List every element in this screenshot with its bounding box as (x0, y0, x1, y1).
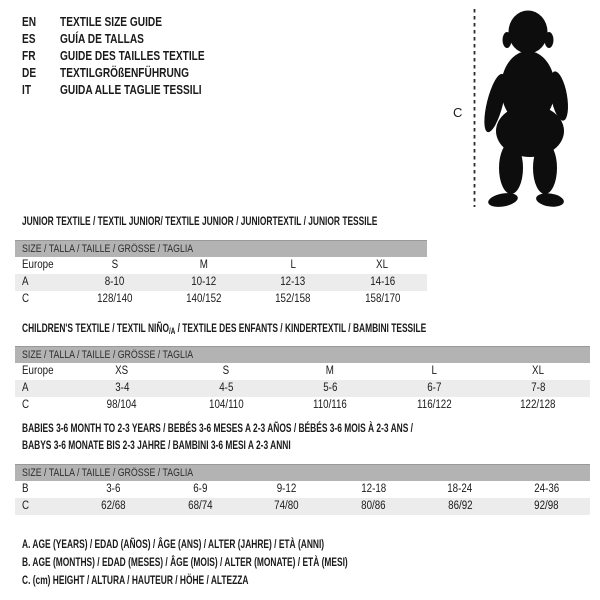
language-row-en (22, 13, 245, 30)
measure-label-c: C (453, 105, 463, 120)
table-row-age-months (15, 481, 590, 498)
row-label (15, 291, 70, 308)
section-title-children (22, 321, 426, 338)
size-cell (338, 257, 427, 274)
size-cell (159, 257, 248, 274)
size-cell (382, 380, 486, 397)
baby-silhouette-icon (483, 8, 575, 210)
row-label-text: B (22, 483, 29, 495)
size-cell (486, 380, 590, 397)
size-table-junior (15, 240, 427, 308)
size-cell (417, 481, 504, 498)
section-title-children-pre: CHILDREN'S TEXTILE / TEXTIL NIÑO (22, 321, 169, 335)
language-code-text: EN (22, 14, 37, 29)
row-label (15, 397, 70, 414)
language-code (22, 64, 60, 81)
section-title-junior: JUNIOR TEXTILE / TEXTIL JUNIOR/ TEXTILE JUNIOR / JUNIORTEXTIL / JUNIOR TESSILE (22, 214, 378, 228)
size-cell-text: L (431, 365, 437, 377)
section-title-babies-line2: BABYS 3-6 MONATE BIS 2-3 JAHRE / BAMBINI 3-6 MESI A 2-3 ANNI (22, 438, 291, 452)
size-cell (174, 397, 278, 414)
size-cell-text: XS (115, 365, 129, 377)
size-cell (249, 291, 338, 308)
language-label: GUIDA ALLE TAGLIE TESSILI (60, 82, 202, 97)
table-row-age (15, 274, 427, 291)
size-cell-text: 14-16 (369, 276, 395, 288)
size-cell-text: 5-6 (322, 382, 338, 394)
row-label-text: Europe (22, 259, 54, 271)
size-cell (70, 481, 157, 498)
language-label: TEXTILGRÖßENFÜHRUNG (60, 65, 190, 80)
size-cell-text: XL (376, 259, 389, 271)
size-header-bar (15, 240, 427, 257)
size-cell-text: XL (532, 365, 544, 377)
size-header-label: SIZE / TALLA / TAILLE / GRÖSSE / TAGLIA (22, 467, 194, 479)
row-label-text: Europe (22, 365, 54, 377)
language-code (22, 81, 60, 98)
size-cell (243, 498, 330, 515)
language-row-it (22, 81, 245, 98)
row-label-text: C (22, 293, 30, 305)
size-header-bar (15, 346, 590, 363)
size-cell-text: 158/170 (364, 293, 401, 305)
footnote-age-years: A. AGE (YEARS) / EDAD (AÑOS) / ÂGE (ANS) / ALTER (JAHRE) / ETÀ (ANNI) (22, 537, 325, 551)
size-cell-text: 4-5 (218, 382, 234, 394)
size-cell-text: 7-8 (530, 382, 546, 394)
size-cell-text: 6-7 (426, 382, 442, 394)
language-label: GUÍA DE TALLAS (60, 31, 144, 46)
size-cell (70, 257, 159, 274)
height-measure-line (471, 9, 479, 209)
size-header-label: SIZE / TALLA / TAILLE / GRÖSSE / TAGLIA (22, 243, 194, 255)
table-row-europe (15, 363, 590, 380)
footnote-height: C. (cm) HEIGHT / ALTURA / HAUTEUR / HÖHE / ALTEZZA (22, 573, 249, 587)
size-cell (159, 274, 248, 291)
size-cell (486, 397, 590, 414)
language-code (22, 47, 60, 64)
row-label-text: C (22, 399, 30, 411)
language-label: GUIDE DES TAILLES TEXTILE (60, 48, 205, 63)
row-label (15, 363, 70, 380)
size-cell-text: 92/98 (534, 500, 559, 512)
size-cell (70, 291, 159, 308)
size-cell-text: 18-24 (447, 483, 473, 495)
size-cell-text: 12-18 (360, 483, 386, 495)
size-cell-text: 86/92 (447, 500, 473, 512)
row-label-text: C (22, 500, 30, 512)
size-header-label: SIZE / TALLA / TAILLE / GRÖSSE / TAGLIA (22, 349, 194, 361)
size-cell (249, 274, 338, 291)
size-cell (382, 397, 486, 414)
size-cell (70, 274, 159, 291)
size-cell-text: 12-13 (280, 276, 306, 288)
size-cell-text: S (111, 259, 118, 271)
size-cell-text: 3-4 (114, 382, 130, 394)
size-cell (330, 498, 417, 515)
language-guide-list (22, 13, 245, 98)
size-cell-text: 104/110 (208, 399, 244, 411)
size-cell (338, 274, 427, 291)
size-cell (330, 481, 417, 498)
size-cell-text: M (199, 259, 208, 271)
size-cell (70, 363, 174, 380)
section-title-children-sub: /A (168, 326, 176, 336)
size-cell (70, 380, 174, 397)
row-label (15, 257, 70, 274)
size-cell (70, 498, 157, 515)
row-label (15, 380, 70, 397)
size-cell-text: 3-6 (106, 483, 121, 495)
size-cell (174, 363, 278, 380)
section-title-babies-line1: BABIES 3-6 MONTH TO 2-3 YEARS / BEBÉS 3-6 MESES A 2-3 AÑOS / BÉBÉS 3-6 MOIS À 2-3 ANS / (22, 421, 414, 435)
language-row-de (22, 64, 245, 81)
size-cell-text: S (222, 365, 230, 377)
size-header-bar (15, 464, 590, 481)
size-cell-text: 110/116 (313, 399, 347, 411)
size-cell (382, 363, 486, 380)
size-cell-text: 9-12 (276, 483, 297, 495)
size-cell (157, 498, 244, 515)
language-code-text: DE (22, 65, 37, 80)
size-cell-text: 152/158 (275, 293, 311, 305)
size-cell (278, 397, 382, 414)
size-cell (503, 498, 590, 515)
size-cell-text: 8-10 (104, 276, 125, 288)
size-cell (417, 498, 504, 515)
row-label (15, 498, 70, 515)
table-row-height (15, 397, 590, 414)
size-table-children (15, 346, 590, 414)
size-cell (159, 291, 248, 308)
row-label-text: A (22, 382, 29, 394)
row-label (15, 274, 70, 291)
table-row-age (15, 380, 590, 397)
language-label: TEXTILE SIZE GUIDE (60, 14, 162, 29)
size-cell (249, 257, 338, 274)
size-cell (278, 380, 382, 397)
size-cell (243, 481, 330, 498)
size-cell-text: 10-12 (191, 276, 217, 288)
row-label (15, 481, 70, 498)
language-row-es (22, 30, 245, 47)
size-cell-text: 80/86 (361, 500, 386, 512)
size-cell-text: L (290, 259, 296, 271)
size-cell-text: 128/140 (96, 293, 133, 305)
size-cell (503, 481, 590, 498)
language-code-text: FR (22, 48, 36, 63)
size-cell-text: 98/104 (107, 399, 137, 411)
language-code-text: IT (22, 82, 32, 97)
size-cell-text: 68/74 (187, 500, 213, 512)
table-row-europe (15, 257, 427, 274)
size-cell-text: 24-36 (534, 483, 560, 495)
size-cell (278, 363, 382, 380)
language-row-fr (22, 47, 245, 64)
language-code-text: ES (22, 31, 36, 46)
size-cell-text: 140/152 (186, 293, 222, 305)
size-cell (70, 397, 174, 414)
language-code (22, 30, 60, 47)
size-cell (338, 291, 427, 308)
size-cell (174, 380, 278, 397)
table-row-height (15, 291, 427, 308)
size-cell-text: 62/68 (101, 500, 126, 512)
size-cell (486, 363, 590, 380)
section-title-children-post: / TEXTILE DES ENFANTS / KINDERTEXTIL / BAMBINI TESSILE (175, 321, 427, 335)
footnote-age-months: B. AGE (MONTHS) / EDAD (MESES) / ÂGE (MOIS) / ALTER (MONATE) / ETÀ (MESI) (22, 555, 348, 569)
size-cell-text: 116/122 (416, 399, 452, 411)
size-table-babies (15, 464, 590, 515)
size-cell-text: 6-9 (192, 483, 208, 495)
language-code (22, 13, 60, 30)
size-cell-text: M (325, 365, 335, 377)
row-label-text: A (22, 276, 29, 288)
table-row-height (15, 498, 590, 515)
size-cell (157, 481, 244, 498)
size-cell-text: 122/128 (520, 399, 556, 411)
size-cell-text: 74/80 (274, 500, 299, 512)
